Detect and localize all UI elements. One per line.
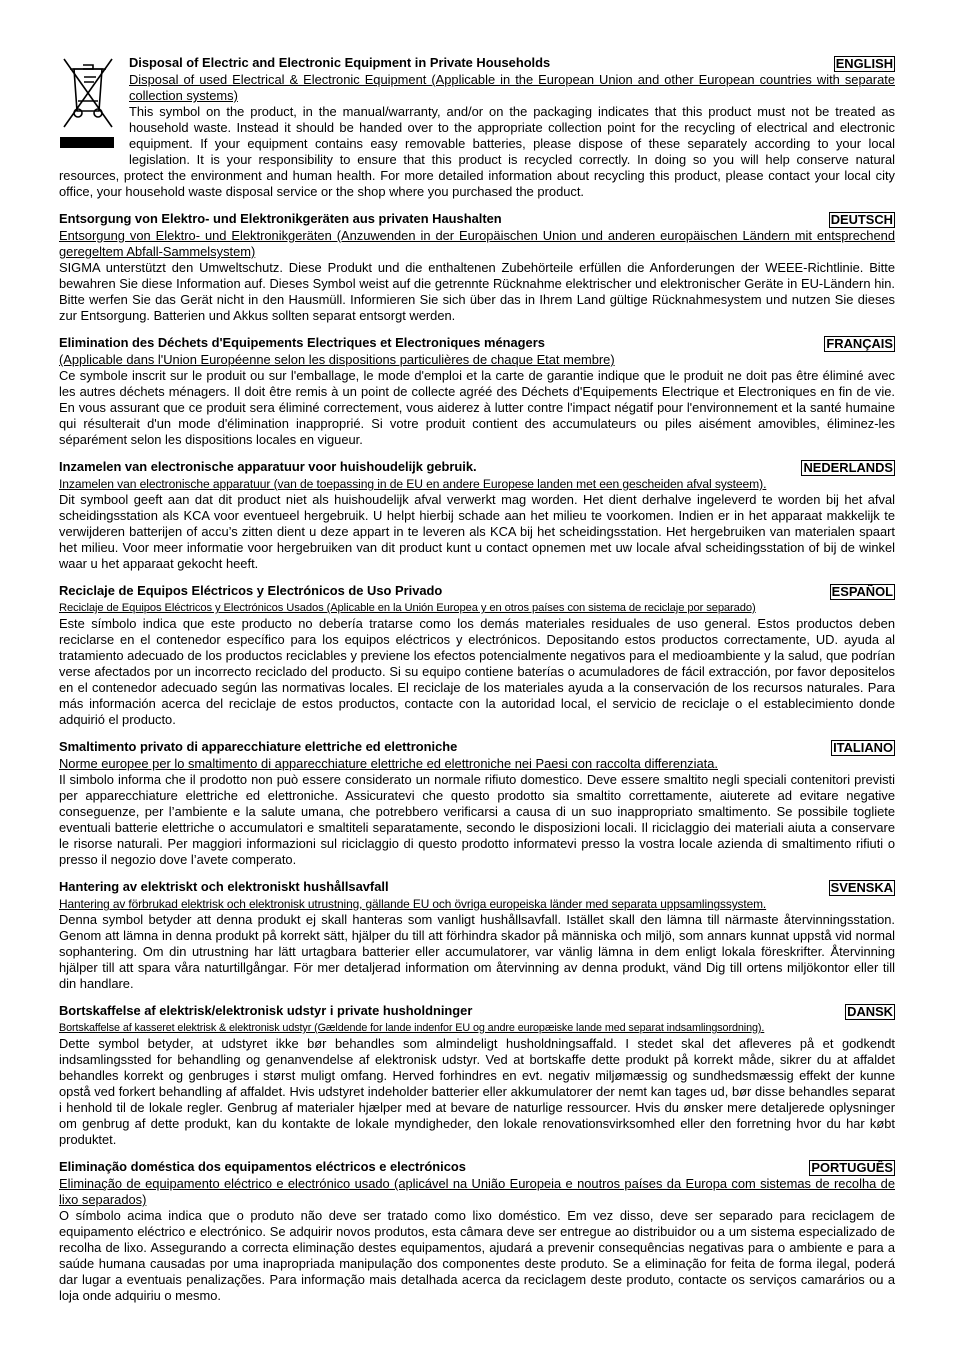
section-subtitle: Bortskaffelse af kasseret elektrisk & elektronisk udstyr (Gældende for lande indenfor EU og andre europæiske lande med separat indsamlingsordning). bbox=[59, 1022, 765, 1034]
section-subtitle: Eliminação de equipamento eléctrico e electrónico usado (aplicável na União Europeia e noutros países da Europa com sistemas de recolha de lixo separados) bbox=[59, 1176, 895, 1207]
section-title: Reciclaje de Equipos Eléctricos y Electrónicos de Uso Privado bbox=[59, 583, 443, 598]
language-label: ENGLISH bbox=[835, 56, 893, 71]
section-nederlands bbox=[59, 459, 895, 572]
section-header bbox=[129, 55, 895, 72]
section-subtitle: Disposal of used Electrical & Electronic Equipment (Applicable in the European Union and other European countries with separate collection systems) bbox=[129, 72, 895, 103]
weee-disposal-document bbox=[59, 55, 895, 1315]
section-english bbox=[59, 55, 895, 200]
section-body: Il simbolo informa che il prodotto non può essere considerato un normale rifiuto domestico. Deve essere smaltito negli speciali contenitori previsti per apparecchiature elettriche ed elettroniche. Assicuratevi che questo prodotto sia smaltito correttamente, aiuterete ad evitare negative conseguenze, per l’ambiente e la salute umana, che potrebbero verificarsi a causa di un suo inappropriato smaltimento. Se possibile togliete eventuali batterie elettriche o accumulatori e smaltiteli separatamente, secondo le disposizioni locali. Il riciclaggio dei materiali aiuta a conservare le risorse naturali. Per maggiori informazioni sul riciclaggio di questo prodotto informatevi presso la vostra locale azienda di smaltimento rifiuti o presso il negozio dove l’avete comperato. bbox=[59, 772, 895, 867]
section-body: This symbol on the product, in the manual/warranty, and/or on the packaging indicates that this product must not be treated as household waste. Instead it should be handed over to the appropriate collection point for the recycling of electrical and electronic equipment. If your equipment contains easy removable batteries, please dispose of these separately according to your local legislation. It is your responsibility to ensure that this product is recycled correctly. In doing so you will help conserve natural resources, protect the environment and human health. For more detailed information about recycling this product, please contact your local city office, your household waste disposal service or the shop where you purchased the product. bbox=[59, 104, 895, 199]
section-title: Smaltimento privato di apparecchiature elettriche ed elettroniche bbox=[59, 739, 458, 754]
section-espanol bbox=[59, 583, 895, 728]
section-body: SIGMA unterstützt den Umweltschutz. Diese Produkt und die enthaltenen Zubehörteile erfüllen die Anforderungen der WEEE-Richtlinie. Bitte bewahren Sie diese Information auf. Dieses Symbol weist auf die getrennte Rücknahme elektrischer und elektronischer Geräte in EU-Ländern hin. Bitte werfen Sie das Gerät nicht in den Hausmüll. Informieren Sie sich über das in Ihrem Land gültige Rücknahmesystem und nutzen Sie dieses zur Entsorgung. Batterien und Akkus sollten separat entsorgt werden. bbox=[59, 260, 895, 323]
section-header bbox=[59, 459, 895, 476]
section-portugues bbox=[59, 1159, 895, 1304]
crossed-out-wheelie-bin-icon bbox=[56, 55, 118, 151]
section-title: Eliminação doméstica dos equipamentos eléctricos e electrónicos bbox=[59, 1159, 466, 1174]
section-body: Dit symbool geeft aan dat dit product niet als huishoudelijk afval verwerkt mag worden. Het dient derhalve ingeleverd te worden bij het afval scheidingsstation als KCA voor eventueel hergebruik. U helpt hierbij schade aan het milieu te voorkomen. Indien er in het apparaat makkelijk te verwijderen batterijen of accu’s zitten dient u deze appart in te leveren als KCA bij het scheidingsstation. Het hergebruiken van materialen spaart het milieu. Voor meer informatie voor hergebruiken van dit product kunt u contact opnemen met uw locale afval scheidingsstation of bij de winkel waar u het apparaat gekocht heeft. bbox=[59, 492, 895, 571]
section-subtitle: Entsorgung von Elektro- und Elektronikgeräten (Anzuwenden in der Europäischen Union und anderen europäischen Ländern mit entsprechend geregeltem Abfall-Sammelsystem) bbox=[59, 228, 895, 259]
language-label: ITALIANO bbox=[833, 740, 893, 755]
section-svenska bbox=[59, 879, 895, 992]
language-label: DEUTSCH bbox=[830, 212, 893, 227]
language-label: ESPAÑOL bbox=[831, 584, 893, 599]
section-header bbox=[59, 335, 895, 352]
section-subtitle: Reciclaje de Equipos Eléctricos y Electrónicos Usados (Aplicable en la Unión Europea y en otros países con sistema de reciclaje por separado) bbox=[59, 602, 756, 614]
language-label: SVENSKA bbox=[830, 880, 893, 895]
section-header bbox=[59, 739, 895, 756]
section-title: Entsorgung von Elektro- und Elektronikgeräten aus privaten Haushalten bbox=[59, 211, 502, 226]
language-label: DANSK bbox=[847, 1004, 893, 1019]
section-italiano bbox=[59, 739, 895, 868]
section-title: Hantering av elektriskt och elektroniskt hushållsavfall bbox=[59, 879, 389, 894]
section-header bbox=[59, 211, 895, 228]
section-title: Bortskaffelse af elektrisk/elektronisk udstyr i private husholdninger bbox=[59, 1003, 473, 1018]
section-subtitle: (Applicable dans l'Union Européenne selon les dispositions particulières de chaque Etat membre) bbox=[59, 352, 615, 367]
language-label: PORTUGUÊS bbox=[811, 1160, 893, 1175]
section-francais bbox=[59, 335, 895, 448]
section-dansk bbox=[59, 1003, 895, 1148]
section-subtitle: Hantering av förbrukad elektrisk och elektronisk utrustning, gällande EU och övriga europeiska länder med separata uppsamlingssystem. bbox=[59, 897, 767, 911]
section-body: Este símbolo indica que este producto no debería tratarse como los demás materiales residuales de uso general. Estos productos deben reciclarse en el contenedor específico para los equipos eléctricos y electrónicos. Depositando estos productos correctamente, UD. ayuda al tratamiento adecuado de los productos reciclables y previene los efectos potencialmente negativos para el medioambiente y la salud, que podrían verse afectados por un incorrecto reciclado del producto. Si su equipo contiene baterías o acumuladores de fácil extracción, por favor depositelos en el contenedor adecuado según las normativas locales. El reciclaje de los materiales ayuda a la conservación de los recursos naturales. Para más información acerca del reciclaje de estos productos, contacte con la autoridad local, el servicio de reciclaje o el establecimiento donde adquirió el producto. bbox=[59, 616, 895, 727]
section-deutsch bbox=[59, 211, 895, 324]
section-header bbox=[59, 879, 895, 896]
section-header bbox=[59, 1159, 895, 1176]
section-header bbox=[59, 1003, 895, 1020]
language-label: FRANÇAIS bbox=[826, 336, 893, 351]
section-body: Ce symbole inscrit sur le produit ou sur l'emballage, le mode d'emploi et la carte de garantie indique que le produit ne doit pas être éliminé avec les autres déchets ménagers. Il doit être remis à un point de collecte agréé des Déchets d'Equipements Electrique et Electroniques en fin de vie. En vous assurant que ce produit sera éliminé correctement, vous aiderez à lutter contre l'impact négatif pour l'environnement et la santé humaine qui résulterait d'un mode d'élimination inapproprié. Si votre produit contient des accumulateurs ou piles aisément amovibles, éliminez-les séparément selon les dispositions locales en vigueur. bbox=[59, 368, 895, 447]
section-title: Inzamelen van electronische apparatuur voor huishoudelijk gebruik. bbox=[59, 459, 477, 474]
language-label: NEDERLANDS bbox=[803, 460, 893, 475]
section-body: Denna symbol betyder att denna produkt ej skall hanteras som vanligt hushållsavfall. Istället skall den lämna till närmaste återvinningsstation. Genom att lämna in denna produkt på korrekt sätt, hjälper du till att förhindra skador på människa och miljö, som annars kunnat uppstå vid normal sophantering. Om din utrustning har lätt urtagbara batterier eller accumulatorer, var vänlig lämna in dem enligt lokala föreskrifter. Återvinning hjälper till att spara våra naturtillgångar. För mer detaljerad information om återvinning av denna produkt, vänd Dig till ortens miljökontor eller till din handlare. bbox=[59, 912, 895, 991]
section-title: Disposal of Electric and Electronic Equipment in Private Households bbox=[129, 55, 551, 70]
section-subtitle: Inzamelen van electronische apparatuur (van de toepassing in de EU en andere Europese landen met een gescheiden afval systeem). bbox=[59, 477, 767, 491]
section-body: Dette symbol betyder, at udstyret ikke bør behandles som almindeligt husholdningsaffald. I stedet skal det afleveres på et godkendt indsamlingssted for behandling og genanvendelse af elektronisk udstyr. Ved at bortskaffe dette produkt på korrekt måde, sikrer du at affaldet behandles korrekt og genbruges i størst muligt omfang. Herved forhindres en evt. negativ miljømæssig og sundhedsmæssig effekt der kunne opstå ved forkert behandling af affaldet. Hvis udstyret indeholder batterier eller akkumulatorer der nemt kan tages ud, bør disse behandles separat i henhold til de lokale regler. Genbrug af materialer hjælper med at bevare de naturlige ressourcer. Hvis du ønsker mere detaljerede oplysninger om genbrug af dette produkt, kan du kontakte de lokale myndigheder, den lokale renovationsvirksomhed eller den forretning hvor du har købt produktet. bbox=[59, 1036, 895, 1147]
section-subtitle: Norme europee per lo smaltimento di apparecchiature elettriche ed elettroniche nei Paesi con raccolta differenziata. bbox=[59, 756, 718, 771]
section-title: Elimination des Déchets d'Equipements Electriques et Electroniques ménagers bbox=[59, 335, 545, 350]
section-header bbox=[59, 583, 895, 600]
section-body: O símbolo acima indica que o produto não deve ser tratado como lixo doméstico. Em vez disso, deve ser separado para reciclagem de equipamento eléctrico e electrónico. Se adquirir novos produtos, esta câmara deve ser entregue ao distribuidor ou a um sistema especializado de recolha de lixo. Assegurando a correcta eliminação destes equipamentos, ajudará a prevenir consequências negativas para o ambiente e para a saúde humana causadas por uma inapropriada manipulação dos componentes deste produto. Se a eliminação for feita de forma ilegal, poderá dar lugar a eventuais penalizações. Para informação mais detalhada acerca da reciclagem deste produto, contacte os serviços camarários ou a loja onde adquiriu o mesmo. bbox=[59, 1208, 895, 1303]
